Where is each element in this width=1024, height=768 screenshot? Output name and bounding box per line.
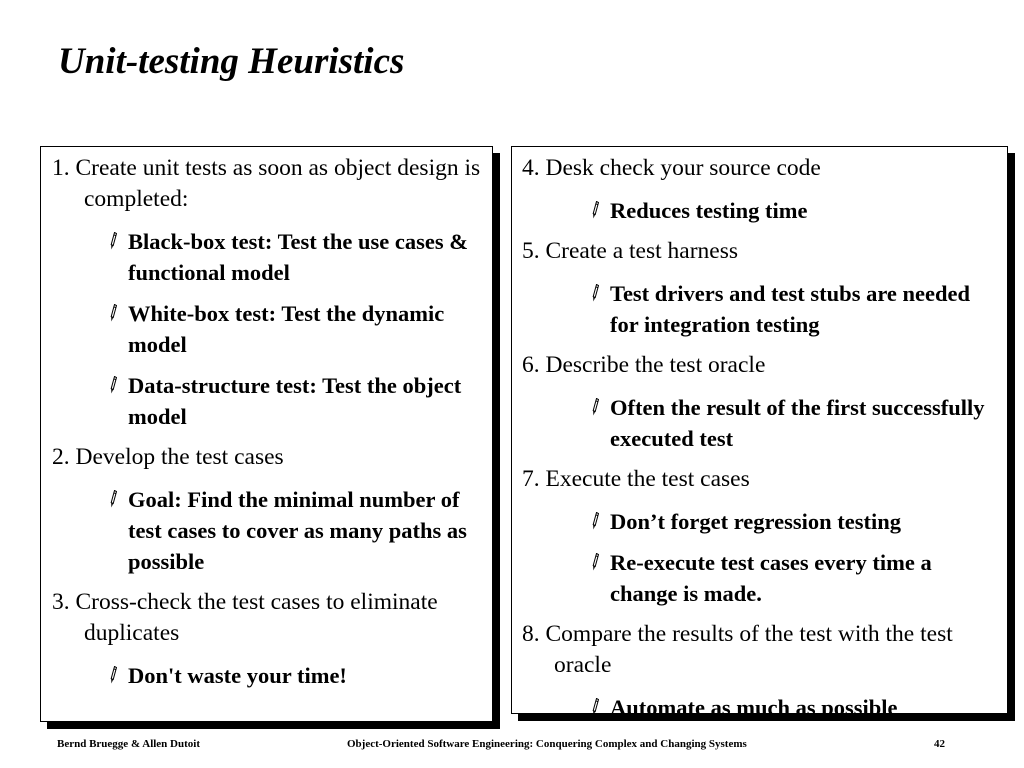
list-item: 5. Create a test harness: [522, 238, 738, 264]
pen-nib-icon: [108, 376, 117, 394]
right-content-box: [511, 146, 1008, 720]
list-item: 1. Create unit tests as soon as object design is completed:: [52, 155, 481, 212]
sub-bullet: Reduces testing time: [522, 195, 999, 226]
list-item: 3. Cross-check the test cases to eliminate duplicates: [52, 589, 438, 646]
list-item: 2. Develop the test cases: [52, 444, 284, 470]
pen-nib-icon: [590, 398, 599, 416]
pen-nib-icon: [108, 304, 117, 322]
page-number: 42: [934, 738, 945, 750]
list-item: 7. Execute the test cases: [522, 466, 750, 492]
pen-nib-icon: [108, 666, 117, 684]
list-item: 6. Describe the test oracle: [522, 352, 766, 378]
slide-title: Unit-testing Heuristics: [58, 41, 405, 82]
sub-bullet: Don't waste your time!: [52, 660, 484, 691]
sub-bullet: Often the result of the first successfully executed test: [522, 392, 999, 454]
pen-nib-icon: [590, 553, 599, 571]
sub-bullet: Automate as much as possible: [522, 692, 999, 723]
sub-bullet: White-box test: Test the dynamic model: [52, 298, 484, 360]
pen-nib-icon: [590, 512, 599, 530]
sub-bullet: Data-structure test: Test the object model: [52, 370, 484, 432]
pen-nib-icon: [108, 232, 117, 250]
list-item: 8. Compare the results of the test with the test oracle: [522, 621, 953, 678]
pen-nib-icon: [590, 284, 599, 302]
sub-bullet: Don’t forget regression testing: [522, 506, 999, 537]
pen-nib-icon: [108, 490, 117, 508]
footer-authors: Bernd Bruegge & Allen Dutoit: [57, 738, 200, 750]
pen-nib-icon: [590, 201, 599, 219]
footer-book-title: Object-Oriented Software Engineering: Conquering Complex and Changing Systems: [347, 738, 747, 750]
sub-bullet: Black-box test: Test the use cases & functional model: [52, 226, 484, 288]
left-content-box: [40, 146, 493, 722]
sub-bullet: Goal: Find the minimal number of test cases to cover as many paths as possible: [52, 484, 484, 577]
list-item: 4. Desk check your source code: [522, 155, 821, 181]
pen-nib-icon: [590, 698, 599, 716]
sub-bullet: Re-execute test cases every time a change is made.: [522, 547, 999, 609]
sub-bullet: Test drivers and test stubs are needed for integration testing: [522, 278, 999, 340]
